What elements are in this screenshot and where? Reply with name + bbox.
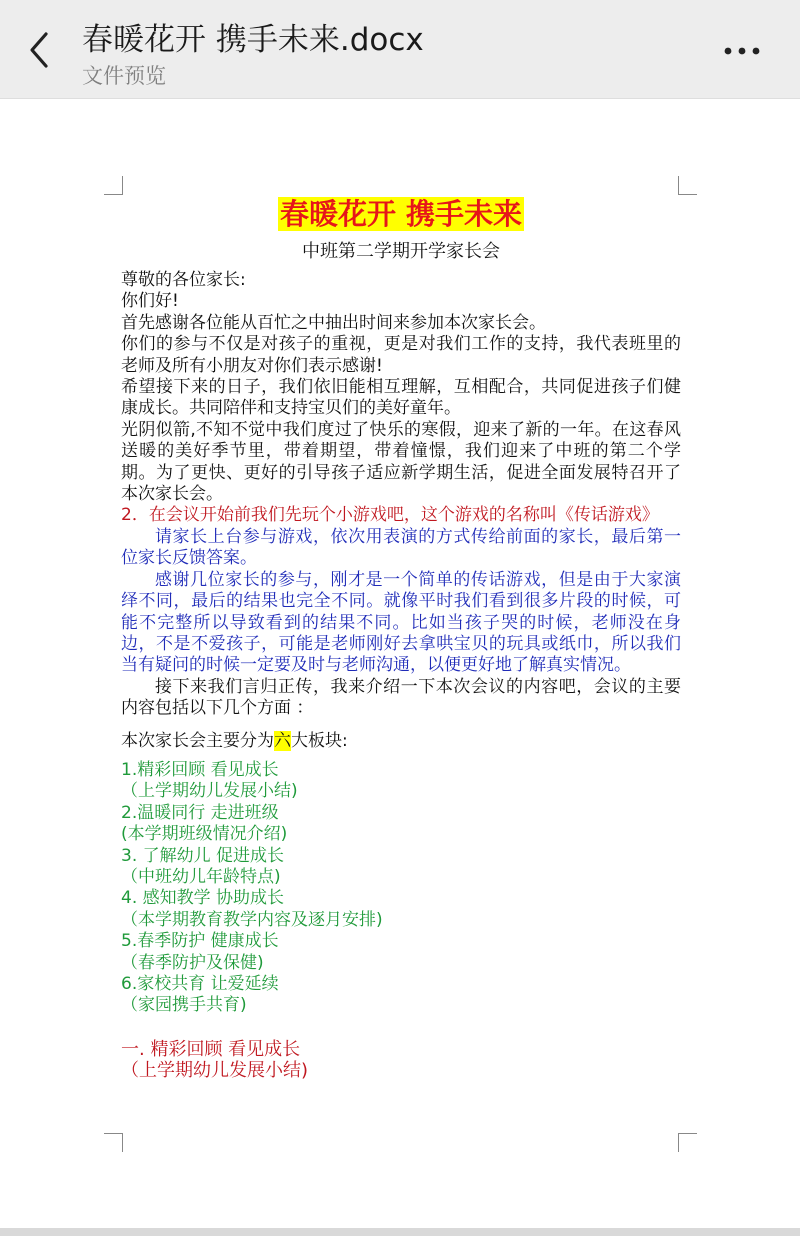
page-corner-mark	[104, 1133, 123, 1152]
summary-line: 本次家长会主要分为六大板块:	[121, 730, 348, 751]
list-item-note: （家园携手共育)	[121, 995, 247, 1016]
list-item-note: （本学期教育教学内容及逐月安排)	[121, 909, 383, 930]
chevron-left-icon	[22, 28, 62, 72]
section-list	[121, 760, 681, 1017]
bottom-bar	[0, 1228, 800, 1236]
list-item-title: 2.温暖同行 走进班级	[121, 802, 279, 823]
more-options-button[interactable]	[722, 36, 762, 66]
list-item-title: 6.家校共育 让爱延续	[121, 974, 279, 994]
document-title: 春暖花开 携手未来	[279, 197, 523, 231]
list-item-note: （春季防护及保健)	[121, 952, 264, 973]
list-item-title: 1.精彩回顾 看见成长	[121, 759, 279, 780]
top-navigation-bar	[0, 0, 800, 99]
part1-note: （上学期幼儿发展小结)	[121, 1060, 309, 1082]
game-reflection: 感谢几位家长的参与，刚才是一个简单的传话游戏，但是由于大家演绎不同，最后的结果也完全不同。就像平时我们看到很多片段的时候，可能不完整所以导致看到的结果不同。比如当孩子哭的时候，老师没在身边，不是不爱孩子，可能是老师刚好去拿哄宝贝的玩具或纸巾，所以我们当有疑问的时候一定要及时与老师沟通，以便更好地了解真实情况。	[121, 569, 681, 676]
more-dots-icon	[722, 36, 762, 66]
list-item-title: 4. 感知教学 协助成长	[121, 888, 285, 909]
paragraph: 光阴似箭,不知不觉中我们度过了快乐的寒假，迎来了新的一年。在这春风送暖的美好季节里，带着期望，带着憧憬，我们迎来了中班的第二个学期。为了更快、更好的引导孩子适应新学期生活，促进全面发展特召开了本次家长会。	[121, 419, 681, 505]
transition-paragraph: 接下来我们言归正传，我来介绍一下本次会议的内容吧，会议的主要内容包括以下几个方面 ：	[121, 676, 681, 719]
file-title: 春暖花开 携手未来.docx	[82, 22, 424, 58]
file-preview-label: 文件预览	[82, 64, 166, 88]
paragraph: 你们的参与不仅是对孩子的重视，更是对我们工作的支持，我代表班里的老师及所有小朋友对你们表示感谢!	[121, 334, 681, 376]
paragraph: 希望接下来的日子，我们依旧能相互理解，互相配合，共同促进孩子们健康成长。共同陪伴和支持宝贝们的美好童年。	[121, 377, 681, 419]
page-corner-mark	[104, 176, 123, 195]
paragraph: 首先感谢各位能从百忙之中抽出时间来参加本次家长会。	[121, 312, 546, 333]
hello: 你们好!	[121, 291, 179, 312]
list-item-note: （中班幼儿年龄特点)	[121, 866, 281, 887]
list-item-title: 5.春季防护 健康成长	[121, 931, 279, 952]
document-page	[121, 194, 681, 1082]
list-item-note: （上学期幼儿发展小结)	[121, 781, 298, 802]
greeting: 尊敬的各位家长:	[121, 270, 246, 290]
document-subtitle: 中班第二学期开学家长会	[302, 241, 500, 262]
part1-heading: 一. 精彩回顾 看见成长	[121, 1038, 301, 1060]
back-button[interactable]	[22, 28, 62, 72]
page-corner-mark	[678, 176, 697, 195]
list-item-note: (本学期班级情况介绍)	[121, 824, 288, 845]
page-corner-mark	[678, 1133, 697, 1152]
game-heading: 2．在会议开始前我们先玩个小游戏吧，这个游戏的名称叫《传话游戏》	[121, 505, 659, 526]
list-item-title: 3. 了解幼儿 促进成长	[121, 845, 285, 866]
highlight-number: 六	[274, 730, 291, 751]
game-instruction: 请家长上台参与游戏，依次用表演的方式传给前面的家长，最后第一位家长反馈答案。	[121, 526, 681, 569]
